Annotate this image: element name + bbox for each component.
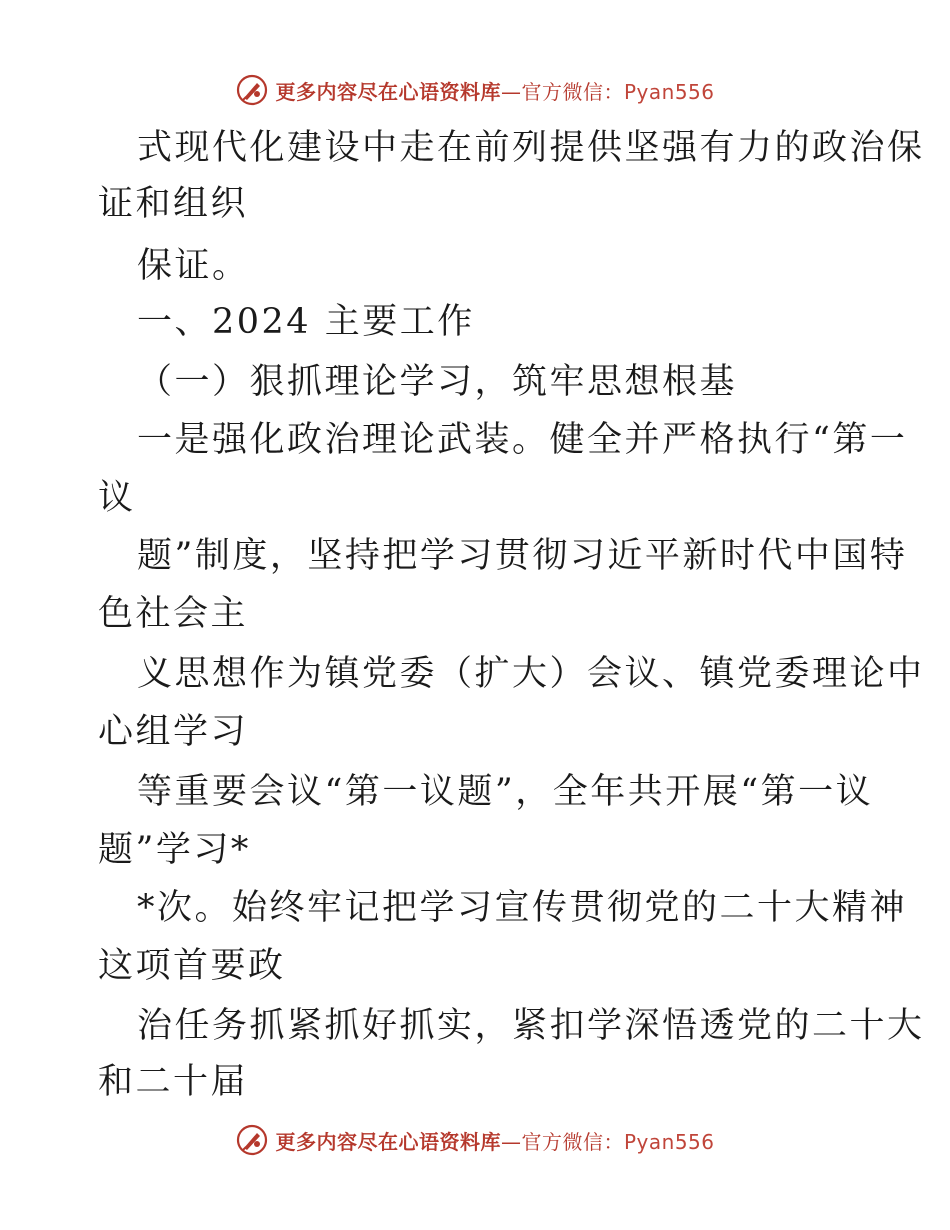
watermark-dash: — xyxy=(500,79,522,104)
body-line: 题”制度，坚持把学习贯彻习近平新时代中国特 xyxy=(137,536,908,576)
body-line: 证和组织 xyxy=(98,184,249,224)
body-line: *次。始终牢记把学习宣传贯彻党的二十大精神 xyxy=(137,888,908,928)
pen-nib-logo-icon xyxy=(235,1123,269,1157)
watermark-rest: 官方微信： xyxy=(521,79,624,104)
watermark-dash: — xyxy=(500,1129,522,1154)
body-line: 义思想作为镇党委（扩大）会议、镇党委理论中 xyxy=(137,654,925,694)
pen-nib-logo-icon xyxy=(235,73,269,107)
body-line: 这项首要政 xyxy=(98,946,286,986)
body-line: 一是强化政治理论武装。健全并严格执行“第一 xyxy=(137,420,908,460)
watermark-strong: 更多内容尽在心语资料库 xyxy=(275,79,501,104)
body-line: 和二十届 xyxy=(98,1062,249,1102)
watermark-banner-top xyxy=(0,70,950,110)
body-line: 题”学习* xyxy=(98,830,251,870)
body-line: 治任务抓紧抓好抓实，紧扣学深悟透党的二十大 xyxy=(137,1006,925,1046)
watermark-rest: 官方微信： xyxy=(521,1129,624,1154)
watermark-banner-bottom xyxy=(0,1120,950,1160)
subsection-heading: （一）狠抓理论学习，筑牢思想根基 xyxy=(137,362,738,402)
watermark-id: Pyan556 xyxy=(623,1129,715,1154)
section-heading: 一、2024 主要工作 xyxy=(137,302,475,342)
body-line: 等重要会议“第一议题”，全年共开展“第一议 xyxy=(137,772,874,812)
watermark-strong: 更多内容尽在心语资料库 xyxy=(275,1129,501,1154)
body-line: 保证。 xyxy=(137,246,250,286)
watermark-text xyxy=(275,76,714,105)
body-line: 心组学习 xyxy=(98,712,249,752)
body-line: 色社会主 xyxy=(98,594,249,634)
watermark-id: Pyan556 xyxy=(623,79,715,104)
body-line: 式现代化建设中走在前列提供坚强有力的政治保 xyxy=(137,128,925,168)
watermark-text xyxy=(275,1126,714,1155)
body-line: 议 xyxy=(98,478,136,518)
